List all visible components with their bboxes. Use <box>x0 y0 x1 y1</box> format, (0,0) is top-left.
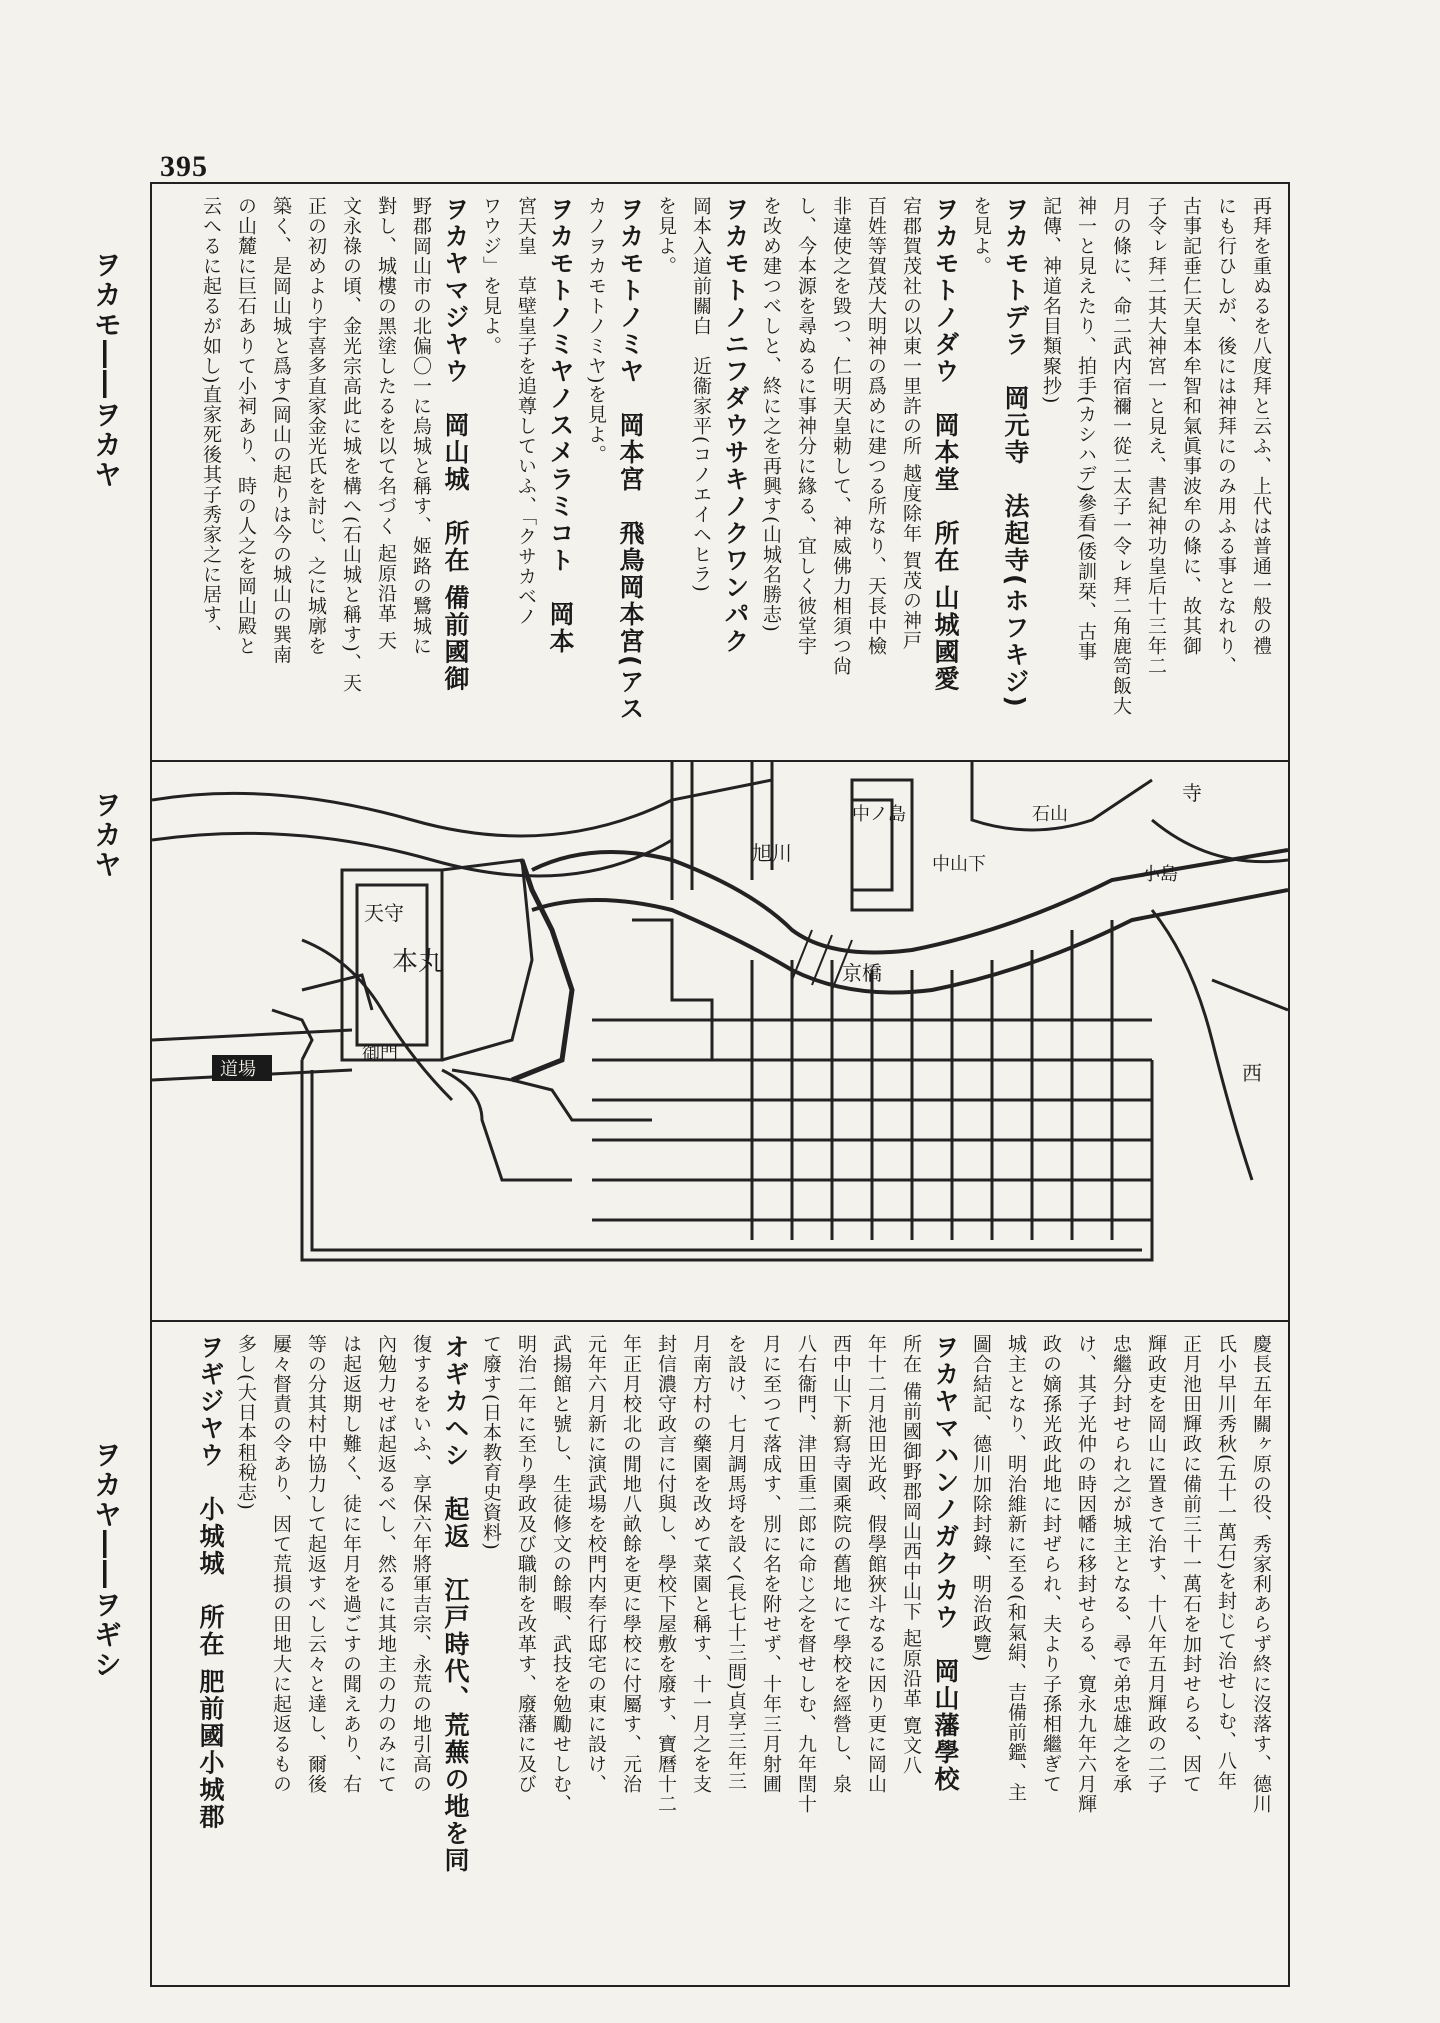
text-line: 對し、城樓の黑塗したるを以て名づく 起原沿革 天 <box>375 196 397 651</box>
text-line: の山麓に巨石ありて小祠あり、時の人之を岡山殿と <box>235 196 257 656</box>
text-line: 月南方村の藥園を改めて菜園と稱す、十一月之を支 <box>690 1334 712 1794</box>
text-line: ヲカヤマハンノガクカウ 岡山藩學校 <box>931 1334 960 1793</box>
label-river: 旭川 <box>752 841 792 865</box>
text-line: 西中山下新寫寺園乘院の舊地にて學校を經營し、泉 <box>830 1334 852 1794</box>
text-line: ヲカモトデラ 岡元寺 法起寺(ホフキジ) <box>1001 196 1030 709</box>
text-line: にも行ひしが、後には神拜にのみ用ふる事となれり、 <box>1215 196 1237 676</box>
label-dojo: 道場 <box>220 1059 256 1080</box>
text-line: ヲギジヤウ 小城城 所在 肥前國小城郡 <box>196 1334 225 1831</box>
text-line: 神一と見えたり、拍手(カシハデ)參看(倭訓栞、古事 <box>1075 196 1097 662</box>
text-line: 八右衞門、津田重二郎に命じ之を督せしむ、九年閏十 <box>795 1334 817 1814</box>
label-nakayama: 中山下 <box>932 854 986 875</box>
text-line: 月の條に、命二武内宿禰一從二太子一令ㇾ拜二角鹿笥飯大 <box>1110 196 1132 716</box>
top-entries <box>168 196 1278 748</box>
text-line: 政の嫡孫光政此地に封ぜられ、夫より子孫相繼ぎて <box>1040 1334 1062 1794</box>
text-line: 元年六月新に演武場を校門内奉行邸宅の東に設け、 <box>585 1334 607 1794</box>
text-line: を見よ。 <box>655 196 677 276</box>
text-line: 記傳、神道名目類聚抄) <box>1040 196 1062 405</box>
text-line: 復するをいふ、享保六年將軍吉宗、永荒の地引高の <box>410 1334 432 1794</box>
text-line: 所在 備前國御野郡岡山西中山下 起原沿革 寛文八 <box>900 1334 922 1776</box>
label-kyobashi: 京橋 <box>842 961 882 985</box>
text-line: ヲカモトノミヤ 岡本宮 飛鳥岡本宮(アス <box>616 196 645 723</box>
side-label-middle: ヲカヤ <box>90 790 123 880</box>
text-line: 氏小早川秀秋(五十一萬石)を封じて治せしむ、八年 <box>1215 1334 1237 1791</box>
text-line: ヲカモトノミヤノスメラミコト 岡本 <box>546 196 575 655</box>
text-line: 武揚館と號し、生徒修文の餘暇、武技を勉勵せしむ、 <box>550 1334 572 1814</box>
text-line: ワウジ」を見よ。 <box>480 196 502 356</box>
label-ishiyama: 石山 <box>1032 804 1068 825</box>
side-label-bottom: ヲカヤ――ヲギシ <box>90 1440 123 1680</box>
text-line: 城主となり、明治維新に至る(和氣絹、吉備前鑑、主 <box>1005 1334 1027 1803</box>
text-line: を改め建つべしと、終に之を再興す(山城名勝志) <box>760 196 782 633</box>
text-line: 忠繼分封せられ之が城主となる、尋で弟忠雄之を承 <box>1110 1334 1132 1794</box>
text-line: 再拜を重ぬるを八度拜と云ふ、上代は普通一般の禮 <box>1250 196 1272 656</box>
text-line: 明治二年に至り學政及び職制を改革す、廢藩に及び <box>515 1334 537 1794</box>
label-nishi: 西 <box>1242 1061 1262 1085</box>
text-line: は起返期し難く、徒に年月を過ごすの聞えあり、右 <box>340 1334 362 1794</box>
text-line: ヲカモトノニフダウサキノクワンパク <box>721 196 750 655</box>
text-line: ヲカモトノダウ 岡本堂 所在 山城國愛 <box>931 196 960 693</box>
text-line: 內勉力せば起返るべし、然るに其地主の力のみにて <box>375 1334 397 1794</box>
text-line: 輝政吏を岡山に置きて治す、十八年五月輝政の二子 <box>1145 1334 1167 1794</box>
text-line: ヲカヤマジヤウ 岡山城 所在 備前國御 <box>441 196 470 693</box>
text-line: 野郡岡山市の北偏〇一に烏城と稱す、姬路の鷺城に <box>410 196 432 656</box>
text-line: 多し(大日本租稅志) <box>235 1334 257 1511</box>
label-tenshu: 天守 <box>364 901 404 925</box>
text-line: を見よ。 <box>970 196 992 276</box>
text-line: 宮天皇 草壁皇子を追尊していふ、「クサカベノ <box>515 196 537 627</box>
text-line: け、其子光仲の時因幡に移封せらる、寛永九年六月輝 <box>1075 1334 1097 1814</box>
text-line: 岡本入道前關白 近衞家平(コノエイヘヒラ) <box>690 196 712 593</box>
text-line: 子令ㇾ拜二其大神宮一と見え、書紀神功皇后十三年二 <box>1145 196 1167 676</box>
text-line: 正の初めより宇喜多直家金光氏を討じ、之に城廓を <box>305 196 327 656</box>
label-oshima: 小島 <box>1142 864 1178 885</box>
text-line: 非違使之を毀つ、仁明天皇勅して、神威佛力相須つ尙 <box>830 196 852 676</box>
text-line: 築く、是岡山城と爲す(岡山の起りは今の城山の巽南 <box>270 196 292 665</box>
text-line: 等の分其村中協力して起返すべし云々と達し、爾後 <box>305 1334 327 1794</box>
text-line: 年十二月池田光政、假學館狹斗なるに因り更に岡山 <box>865 1334 887 1794</box>
text-line: て廢す(日本教育史資料) <box>480 1334 502 1551</box>
text-line: 封信濃守政言に付與し、學校下屋敷を廢す、寶曆十二 <box>655 1334 677 1814</box>
label-mikado: 御門 <box>362 1044 398 1065</box>
text-line: カノヲカモトノミヤ)を見よ。 <box>585 196 607 465</box>
text-line: 屢々督責の令あり、因て荒損の田地大に起返るもの <box>270 1334 292 1794</box>
text-line: 年正月校北の閒地八畝餘を更に學校に付屬す、元治 <box>620 1334 642 1794</box>
page-number: 395 <box>160 150 208 183</box>
label-tera: 寺 <box>1182 781 1202 805</box>
text-line: オギカヘシ 起返 江戸時代、荒蕪の地を同 <box>441 1334 470 1874</box>
map-lines <box>152 760 1288 1260</box>
bottom-entries <box>168 1334 1278 1974</box>
side-label-top: ヲカモ――ヲカヤ <box>90 250 123 490</box>
text-line: 古事記垂仁天皇本牟智和氣眞事波牟の條に、故其御 <box>1180 196 1202 656</box>
text-line: 百姓等賀茂大明神の爲めに建つる所なり、天長中檢 <box>865 196 887 656</box>
text-line: を設け、七月調馬埒を設く(長七十三間)貞享三年三 <box>725 1334 747 1791</box>
okayama-castle-map <box>152 760 1288 1320</box>
text-line: 正月池田輝政に備前三十一萬石を加封せらる、因て <box>1180 1334 1202 1794</box>
text-line: し、今本源を尋ぬるに事神分に緣る、宜しく彼堂宇 <box>795 196 817 656</box>
text-line: 慶長五年關ヶ原の役、秀家利あらず終に沒落す、德川 <box>1250 1334 1272 1814</box>
label-honmaru: 本丸 <box>392 947 445 977</box>
divider-bottom <box>150 1320 1290 1322</box>
text-line: 宕郡賀茂社の以東一里許の所 越度除年 賀茂の神戸 <box>900 196 922 651</box>
text-line: 云へるに起るが如し)直家死後其子秀家之に居す、 <box>200 196 222 645</box>
map-svg <box>152 760 1288 1320</box>
text-line: 月に至つて落成す、別に名を附せず、十年三月射圃 <box>760 1334 782 1794</box>
text-line: 文永祿の頃、金光宗高此に城を構へ(石山城と稱す)、天 <box>340 196 362 693</box>
label-nakanoshima: 中ノ島 <box>852 804 906 825</box>
text-line: 圖合結記、德川加除封錄、明治政覽) <box>970 1334 992 1663</box>
